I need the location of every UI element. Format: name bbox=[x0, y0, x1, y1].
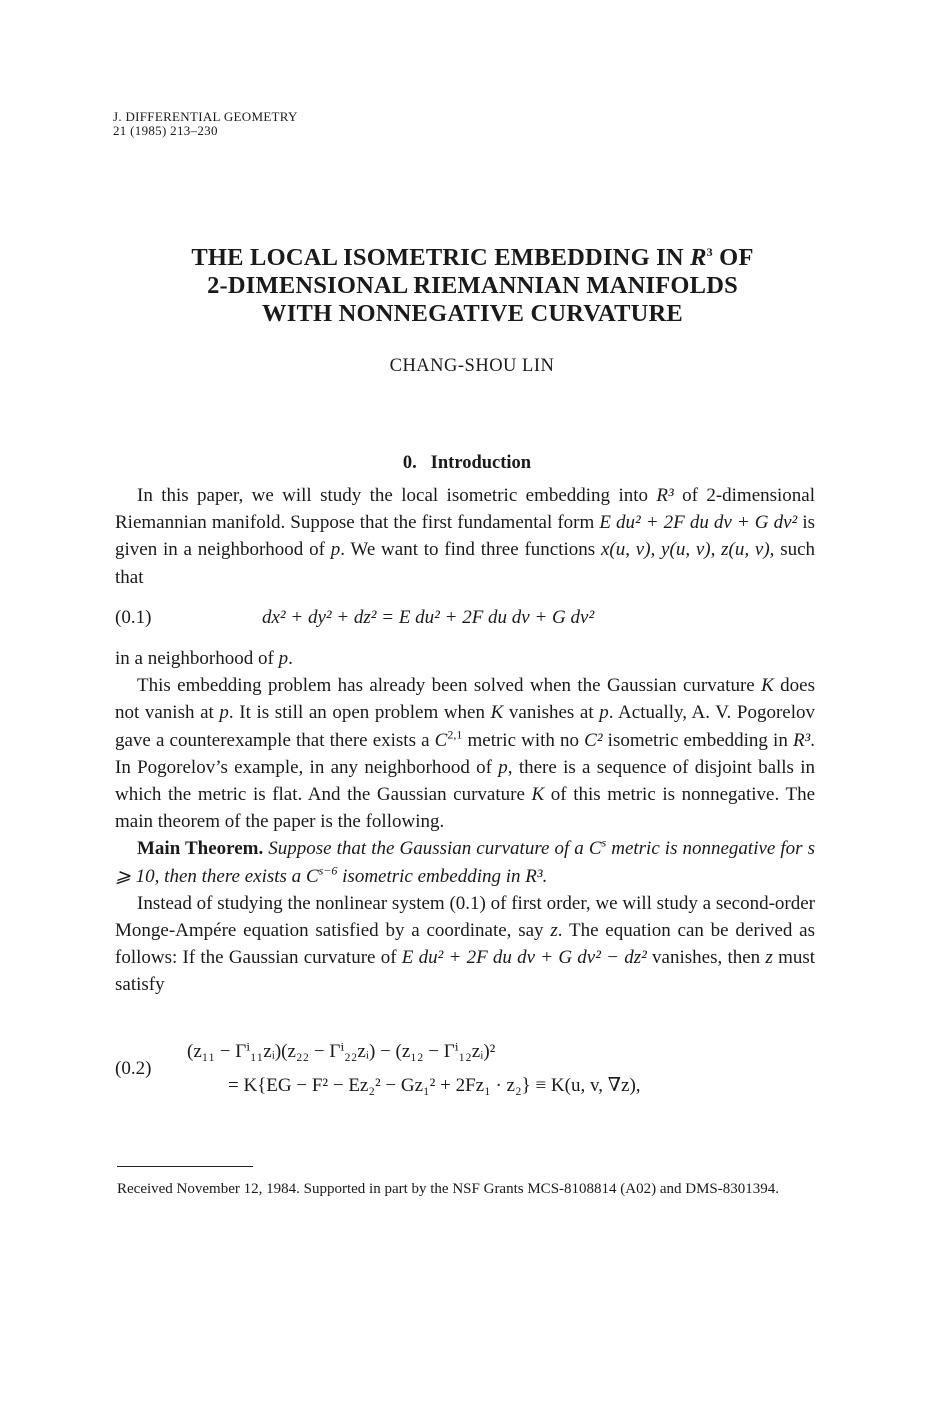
equation-0-2-line-2: = K{EG − F² − Ez₂² − Gz₁² + 2Fz₁ · z₂} ≡ K(u, v, ∇z), bbox=[228, 1075, 641, 1096]
journal-volume: 21 (1985) 213–230 bbox=[113, 123, 218, 138]
title-line-1: THE LOCAL ISOMETRIC EMBEDDING IN bbox=[191, 244, 691, 271]
footnote: Received November 12, 1984. Supported in part by the NSF Grants MCS-8108814 (A02) and DMS-8301394. bbox=[117, 1181, 780, 1197]
intro-paragraph-1: In this paper, we will study the local isometric embedding into R³ of 2-dimensional Riemannian manifold. Suppose that the first fundamental form E du² + 2F du dv + G dv² is given in a neighborhood of p. We want to find three functions x(u, v), y(u, v), z(u, v), such that bbox=[115, 485, 816, 588]
title-line-1-end: OF bbox=[712, 244, 754, 271]
title-line-2: 2-DIMENSIONAL RIEMANNIAN MANIFOLDS bbox=[207, 272, 738, 299]
equation-number-0-1: (0.1) bbox=[115, 607, 152, 628]
equation-0-2-line-1: (z₁₁ − Γⁱ₁₁zᵢ)(z₂₂ − Γⁱ₂₂zᵢ) − (z₁₂ − Γⁱ₁₂zᵢ)² bbox=[187, 1041, 496, 1062]
title-sup: 3 bbox=[706, 244, 713, 259]
journal-name: J. DIFFERENTIAL GEOMETRY bbox=[113, 109, 298, 124]
paper-title bbox=[110, 244, 835, 328]
section-heading: 0. Introduction bbox=[402, 453, 532, 473]
title-line-3: WITH NONNEGATIVE CURVATURE bbox=[262, 300, 683, 327]
journal-header bbox=[113, 110, 298, 138]
equation-number-0-2: (0.2) bbox=[115, 1058, 152, 1079]
title-var: R bbox=[690, 244, 707, 271]
intro-paragraph-2: in a neighborhood of p. This embedding problem has already been solved when the Gaussian curvature K does not vanish at p. It is still an open problem when K vanishes at p. Actually, A. V. Pogorelov gave a counterexample that there exists a C$^{2,1}$ metric with no C² isometric embedding in R³. In Pogorelov’s example, in any neighborhood of p, there is a sequence of disjoint balls in which the metric is flat. And the Gaussian curvature K of this metric is nonnegative. The main theorem of the paper is the following. Main Theorem. Suppose that the Gaussian curvature of a $C^s$ metric is nonnegative for s ⩾ 10, then there exists a $C^{s-6}$ isometric embedding in R³. Instead of studying the nonlinear system (0.1) of first order, we will study a second-order Monge-Ampére equation satisfied by a coordinate, say z. The equation can be derived as follows: If the Gaussian curvature of E du² + 2F du dv + G dv² − dz² vanishes, then z must satisfy bbox=[115, 648, 816, 996]
footnote-rule bbox=[117, 1166, 253, 1167]
theorem-label: Main Theorem. bbox=[137, 838, 264, 860]
equation-0-1: dx² + dy² + dz² = E du² + 2F du dv + G dv² bbox=[262, 607, 595, 628]
author: CHANG-SHOU LIN bbox=[389, 356, 555, 376]
